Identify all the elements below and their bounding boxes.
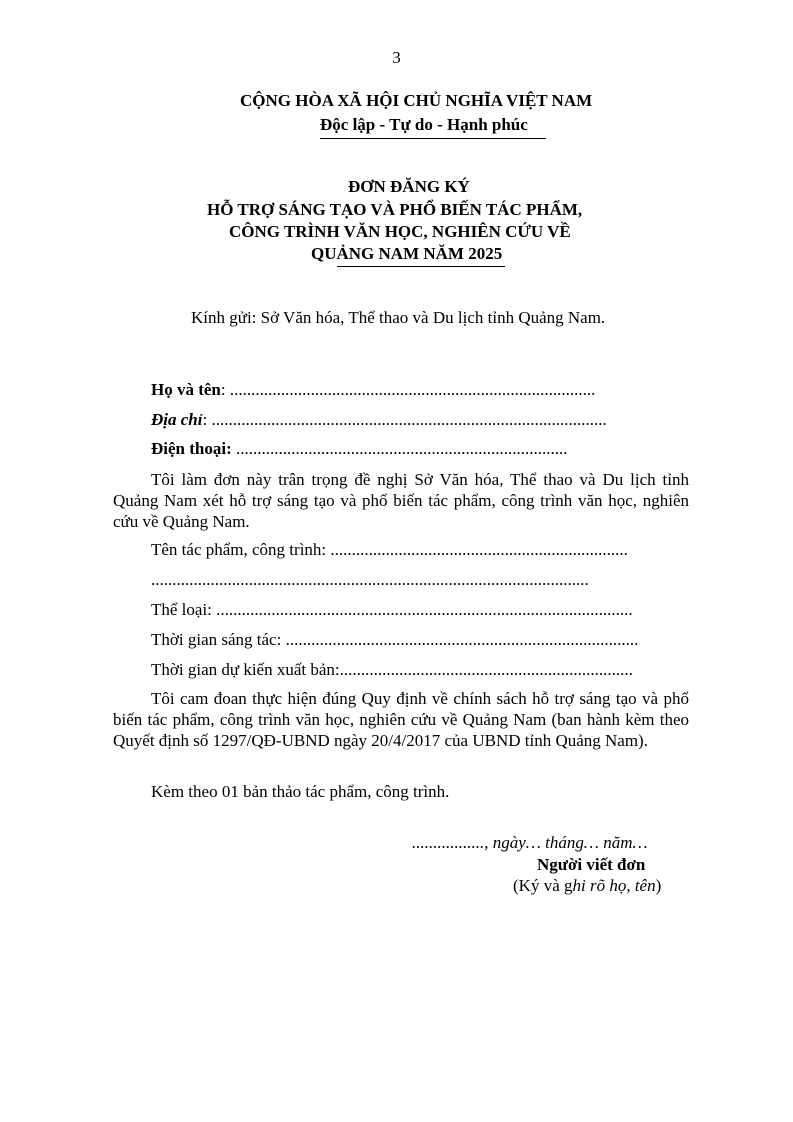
recipient-line: Kính gửi: Sở Văn hóa, Thể thao và Du lịch tỉnh Quảng Nam. — [191, 308, 606, 327]
signature-note-prefix: (Ký và g — [513, 876, 573, 895]
form-title-line3: CÔNG TRÌNH VĂN HỌC, NGHIÊN CỨU VỀ — [229, 222, 571, 241]
compose-time-field: Thời gian sáng tác: ................................................................................... — [151, 630, 639, 649]
motto: Độc lập - Tự do - Hạnh phúc — [320, 115, 528, 134]
title-underline — [337, 266, 505, 267]
work-name-continuation: ....................................................................................................... — [151, 570, 589, 589]
commitment-text: Tôi cam đoan thực hiện đúng Quy định về chính sách hỗ trợ sáng tạo và phổ biến tác phẩm, công trình văn học, nghiên cứu về Quảng Nam (ban hành kèm theo Quyết định số 1297/QĐ-UBND ngày 20/4/2017 của UBND tỉnh Quảng Nam). — [113, 689, 689, 750]
commitment-paragraph — [113, 688, 689, 751]
signature-note — [513, 876, 661, 896]
phone-label: Điện thoại: — [151, 439, 232, 458]
name-field — [151, 380, 595, 400]
motto-underline — [320, 138, 546, 139]
signature-note-suffix: ) — [655, 876, 662, 895]
address-blank: : ............................................................................................. — [202, 410, 607, 429]
signature-note-italic: hi rõ họ, tên — [572, 876, 656, 895]
page-number: 3 — [392, 48, 401, 67]
form-title-line4: QUẢNG NAM NĂM 2025 — [311, 244, 503, 263]
signer-title: Người viết đơn — [537, 855, 646, 874]
date-line: ................., ngày… tháng… năm… — [412, 833, 648, 852]
address-label: Địa chỉ — [151, 410, 203, 429]
address-field — [151, 410, 607, 430]
attachment-note: Kèm theo 01 bản thảo tác phẩm, công trình. — [151, 782, 450, 801]
phone-blank: .............................................................................. — [231, 439, 568, 458]
form-title-line2: HỖ TRỢ SÁNG TẠO VÀ PHỔ BIẾN TÁC PHẨM, — [207, 200, 583, 219]
form-title-line1: ĐƠN ĐĂNG KÝ — [348, 177, 470, 196]
request-paragraph — [113, 469, 689, 532]
publish-time-field: Thời gian dự kiến xuất bản:..................................................................... — [151, 660, 633, 679]
name-blank: : ...................................................................................... — [220, 380, 596, 399]
name-label: Họ và tên — [151, 380, 221, 399]
work-name-field: Tên tác phẩm, công trình: ...................................................................... — [151, 540, 628, 559]
genre-field: Thể loại: .................................................................................................. — [151, 600, 633, 619]
request-text: Tôi làm đơn này trân trọng đề nghị Sở Văn hóa, Thể thao và Du lịch tỉnh Quảng Nam xét hỗ trợ sáng tạo và phổ biến tác phẩm, công trình văn học, nghiên cứu về Quảng Nam. — [113, 470, 689, 531]
country-header: CỘNG HÒA XÃ HỘI CHỦ NGHĨA VIỆT NAM — [240, 91, 593, 110]
phone-field — [151, 439, 568, 459]
